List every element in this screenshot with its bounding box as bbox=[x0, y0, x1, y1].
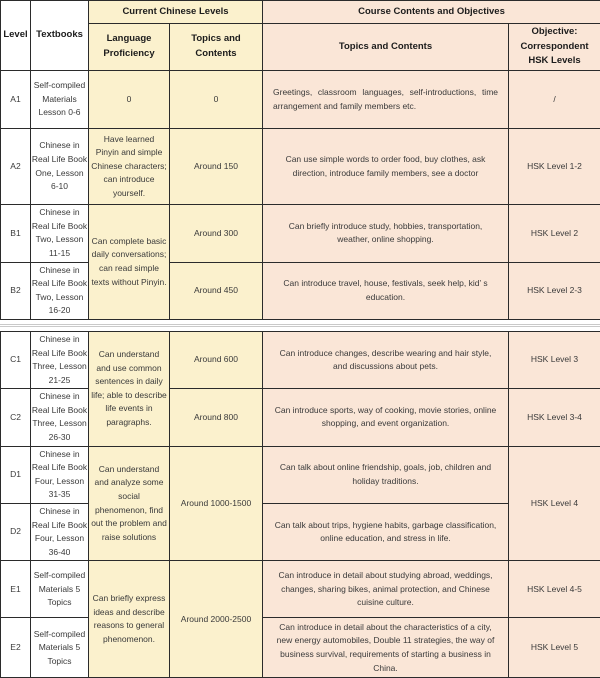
header-topics-contents-current: Topics and Contents bbox=[170, 24, 263, 71]
d1-textbook-cell: Chinese in Real Life Book Four, Lesson 31-35 bbox=[31, 446, 89, 503]
e2-level-cell: E2 bbox=[1, 618, 31, 678]
row-B1 bbox=[1, 205, 600, 262]
row-E1 bbox=[1, 561, 600, 618]
d1-level-cell: D1 bbox=[1, 446, 31, 503]
d2-level-cell: D2 bbox=[1, 504, 31, 561]
b1-topics-cell: Around 300 bbox=[170, 205, 263, 262]
e-topics-merged-cell: Around 2000-2500 bbox=[170, 561, 263, 678]
b1-course-cell: Can briefly introduce study, hobbies, transportation, weather, online shopping. bbox=[263, 205, 509, 262]
header-current-chinese-levels: Current Chinese Levels bbox=[89, 1, 263, 24]
b1-textbook-cell: Chinese in Real Life Book Two, Lesson 11-15 bbox=[31, 205, 89, 262]
c1-level-cell: C1 bbox=[1, 331, 31, 388]
e1-level-cell: E1 bbox=[1, 561, 31, 618]
header-textbooks: Textbooks bbox=[31, 1, 89, 71]
c1-course-cell: Can introduce changes, describe wearing and hair style, and discussions about pets. bbox=[263, 331, 509, 388]
d-topics-merged-cell: Around 1000-1500 bbox=[170, 446, 263, 561]
row-C1 bbox=[1, 331, 600, 388]
d2-textbook-cell: Chinese in Real Life Book Four, Lesson 36-40 bbox=[31, 504, 89, 561]
header-level: Level bbox=[1, 1, 31, 71]
e2-course-cell: Can introduce in detail about the characteristics of a city, new energy automobiles, Double 11 strategies, the way of business survival, requirements of starting a business in China. bbox=[263, 618, 509, 678]
d-hsk-merged-cell: HSK Level 4 bbox=[509, 446, 600, 561]
header-objective-hsk: Objective: Correspondent HSK Levels bbox=[509, 24, 600, 71]
a2-language-cell: Have learned Pinyin and simple Chinese characters; can introduce yourself. bbox=[89, 129, 170, 205]
page-break-divider bbox=[0, 320, 600, 331]
e2-textbook-cell: Self-compiled Materials 5 Topics bbox=[31, 618, 89, 678]
b2-textbook-cell: Chinese in Real Life Book Two, Lesson 16-20 bbox=[31, 262, 89, 319]
a1-hsk-cell: / bbox=[509, 71, 600, 129]
c1-hsk-cell: HSK Level 3 bbox=[509, 331, 600, 388]
c-language-merged-cell: Can understand and use common sentences in daily life; able to describe life events in paragraphs. bbox=[89, 331, 170, 446]
a1-language-cell: 0 bbox=[89, 71, 170, 129]
header-group-row bbox=[1, 1, 600, 24]
c1-topics-cell: Around 600 bbox=[170, 331, 263, 388]
b-language-merged-cell: Can complete basic daily conversations; can read simple texts without Pinyin. bbox=[89, 205, 170, 320]
c2-course-cell: Can introduce sports, way of cooking, movie stories, online shopping, and event organization. bbox=[263, 389, 509, 446]
b1-level-cell: B1 bbox=[1, 205, 31, 262]
c2-textbook-cell: Chinese in Real Life Book Three, Lesson 26-30 bbox=[31, 389, 89, 446]
b2-level-cell: B2 bbox=[1, 262, 31, 319]
a1-level-cell: A1 bbox=[1, 71, 31, 129]
header-topics-contents-course: Topics and Contents bbox=[263, 24, 509, 71]
e-language-merged-cell: Can briefly express ideas and describe reasons to general phenomenon. bbox=[89, 561, 170, 678]
b2-course-cell: Can introduce travel, house, festivals, seek help, kid’ s education. bbox=[263, 262, 509, 319]
c2-hsk-cell: HSK Level 3-4 bbox=[509, 389, 600, 446]
d1-course-cell: Can talk about online friendship, goals, job, children and holiday traditions. bbox=[263, 446, 509, 503]
c2-topics-cell: Around 800 bbox=[170, 389, 263, 446]
e1-hsk-cell: HSK Level 4-5 bbox=[509, 561, 600, 618]
d2-course-cell: Can talk about trips, hygiene habits, garbage classification, online education, and stress in life. bbox=[263, 504, 509, 561]
b2-hsk-cell: HSK Level 2-3 bbox=[509, 262, 600, 319]
row-D1 bbox=[1, 446, 600, 503]
b2-topics-cell: Around 450 bbox=[170, 262, 263, 319]
d-language-merged-cell: Can understand and analyze some social phenomenon, find out the problem and raise solutions bbox=[89, 446, 170, 561]
a1-textbook-cell: Self-compiled Materials Lesson 0-6 bbox=[31, 71, 89, 129]
a2-level-cell: A2 bbox=[1, 129, 31, 205]
levels-table-part-2 bbox=[0, 331, 600, 678]
a2-textbook-cell: Chinese in Real Life Book One, Lesson 6-10 bbox=[31, 129, 89, 205]
header-sub-row bbox=[1, 24, 600, 71]
header-course-contents-objectives: Course Contents and Objectives bbox=[263, 1, 600, 24]
b1-hsk-cell: HSK Level 2 bbox=[509, 205, 600, 262]
levels-table-part-1 bbox=[0, 0, 600, 320]
c1-textbook-cell: Chinese in Real Life Book Three, Lesson 21-25 bbox=[31, 331, 89, 388]
e1-textbook-cell: Self-compiled Materials 5 Topics bbox=[31, 561, 89, 618]
c2-level-cell: C2 bbox=[1, 389, 31, 446]
a2-hsk-cell: HSK Level 1-2 bbox=[509, 129, 600, 205]
a1-course-cell: Greetings, classroom languages, self-introductions, time arrangement and family members etc. bbox=[263, 71, 509, 129]
a1-topics-cell: 0 bbox=[170, 71, 263, 129]
row-A2 bbox=[1, 129, 600, 205]
header-language-proficiency: Language Proficiency bbox=[89, 24, 170, 71]
e2-hsk-cell: HSK Level 5 bbox=[509, 618, 600, 678]
row-A1 bbox=[1, 71, 600, 129]
a2-topics-cell: Around 150 bbox=[170, 129, 263, 205]
e1-course-cell: Can introduce in detail about studying abroad, weddings, changes, sharing bikes, animal protection, and Chinese cuisine culture. bbox=[263, 561, 509, 618]
a2-course-cell: Can use simple words to order food, buy clothes, ask direction, introduce family members, see a doctor bbox=[263, 129, 509, 205]
